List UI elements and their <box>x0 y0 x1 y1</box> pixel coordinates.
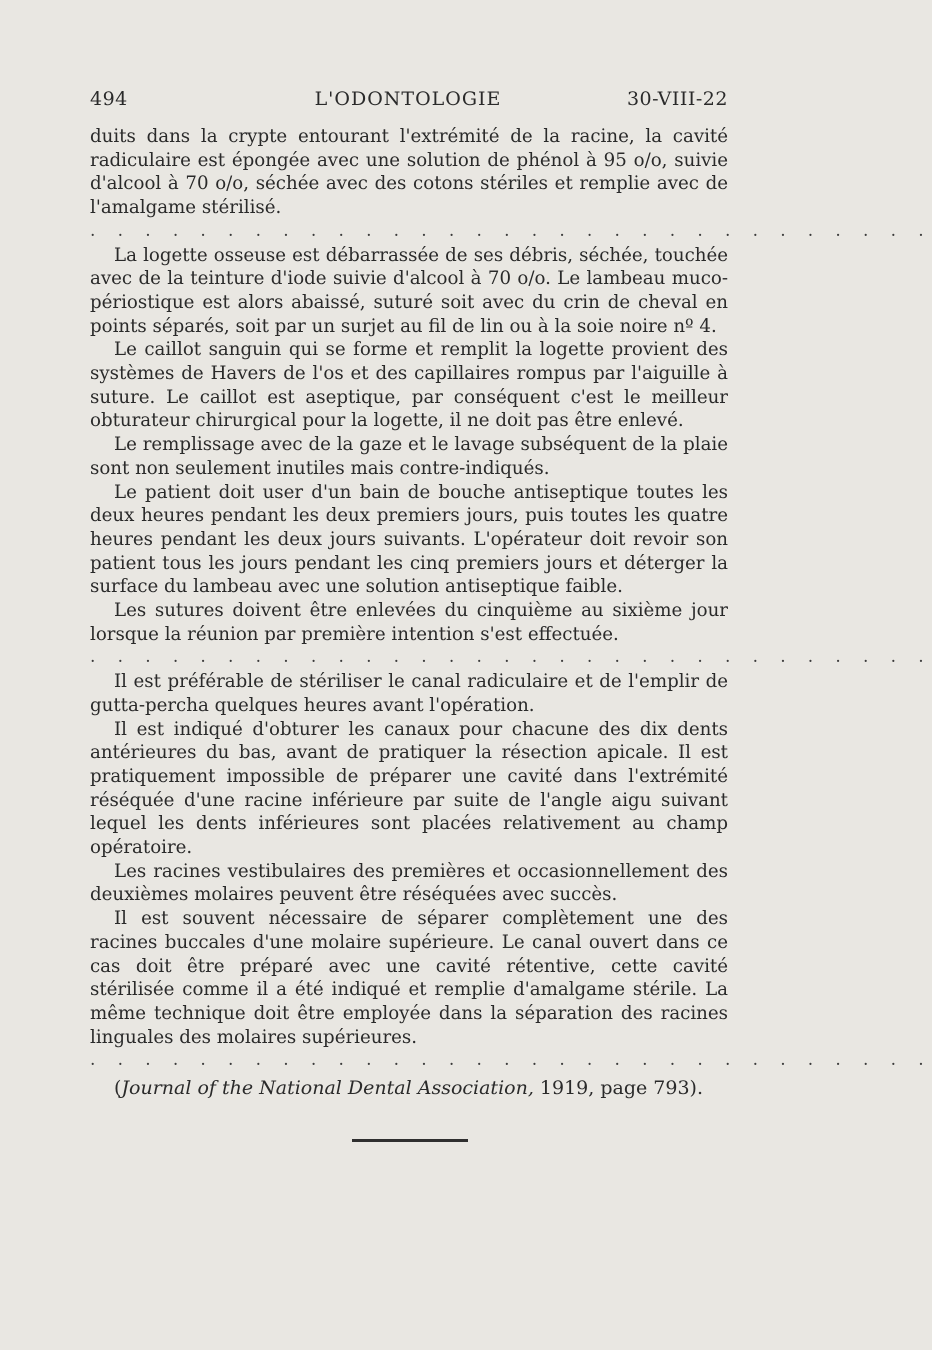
paragraph: Le patient doit user d'un bain de bouche antiseptique toutes les deux heures pendant les deux premiers jours, puis toutes les quatre heures pendant les deux jours suivants. L'opérateur doit revoir son patient tous les jours pendant les cinq premiers jours et déterger la surface du lambeau avec une solution antiseptique faible. <box>90 481 728 598</box>
page-number: 494 <box>90 88 128 110</box>
issue-date: 30-VIII-22 <box>626 88 728 110</box>
citation-source: Journal of the National Dental Association, <box>121 1077 534 1100</box>
paragraph: Les racines vestibulaires des premières et occasionnellement des deuxièmes molaires peuvent être réséquées avec succès. <box>90 860 728 906</box>
ellipsis-separator: . . . . . . . . . . . . . . . . . . . . . . . . . . . . . . . <box>90 1050 932 1071</box>
end-rule <box>352 1139 468 1142</box>
paragraph: Le caillot sanguin qui se forme et remplit la logette provient des systèmes de Havers de l'os et des capillaires rompus par l'aiguille à suture. Le caillot est aseptique, par conséquent c'est le meilleur obturateur chirurgical pour la logette, il ne doit pas être enlevé. <box>90 339 728 432</box>
paragraph: Il est souvent nécessaire de séparer complètement une des racines buccales d'une molaire supérieure. Le canal ouvert dans ce cas doit être préparé avec une cavité rétentive, cette cavité stérilisée comme il a été indiqué et remplie d'amalgame stérile. La même technique doit être employée dans la séparation des racines linguales des molaires supérieures. <box>90 908 728 1048</box>
article-body <box>90 125 932 1101</box>
running-header <box>88 88 728 116</box>
ellipsis-separator: . . . . . . . . . . . . . . . . . . . . . . . . . . . . . . . <box>90 220 932 241</box>
paragraph: Il est préférable de stériliser le canal radiculaire et de l'emplir de gutta-percha quelques heures avant l'opération. <box>90 671 728 716</box>
ellipsis-separator: . . . . . . . . . . . . . . . . . . . . . . . . . . . . . . . <box>90 647 932 668</box>
journal-title: L'ODONTOLOGIE <box>314 88 502 110</box>
paragraph: Les sutures doivent être enlevées du cinquième au sixième jour lorsque la réunion par première intention s'est effectuée. <box>90 600 728 645</box>
paragraph: Le remplissage avec de la gaze et le lavage subséquent de la plaie sont non seulement inutiles mais contre-indiqués. <box>90 434 728 479</box>
paragraph: La logette osseuse est débarrassée de ses débris, séchée, touchée avec de la teinture d'iode suivie d'alcool à 70 o/o. Le lambeau muco-périostique est alors abaissé, suturé soit avec du crin de cheval en points séparés, soit par un surjet au fil de lin ou à la soie noire nº 4. <box>90 244 728 337</box>
citation-details: 1919, page 793). <box>533 1077 703 1100</box>
citation-open: ( <box>114 1077 122 1100</box>
citation <box>90 1075 728 1101</box>
paragraph: duits dans la crypte entourant l'extrémité de la racine, la cavité radiculaire est épongée avec une solution de phénol à 95 o/o, suivie d'alcool à 70 o/o, séchée avec des cotons stériles et remplie avec de l'amalgame stérilisé. <box>90 126 728 219</box>
paragraph: Il est indiqué d'obturer les canaux pour chacune des dix dents antérieures du bas, avant de pratiquer la résection apicale. Il est pratiquement impossible de préparer une cavité dans l'extrémité réséquée d'une racine inférieure par suite de l'angle aigu suivant lequel les dents inférieures sont placées relativement au champ opératoire. <box>90 718 728 859</box>
